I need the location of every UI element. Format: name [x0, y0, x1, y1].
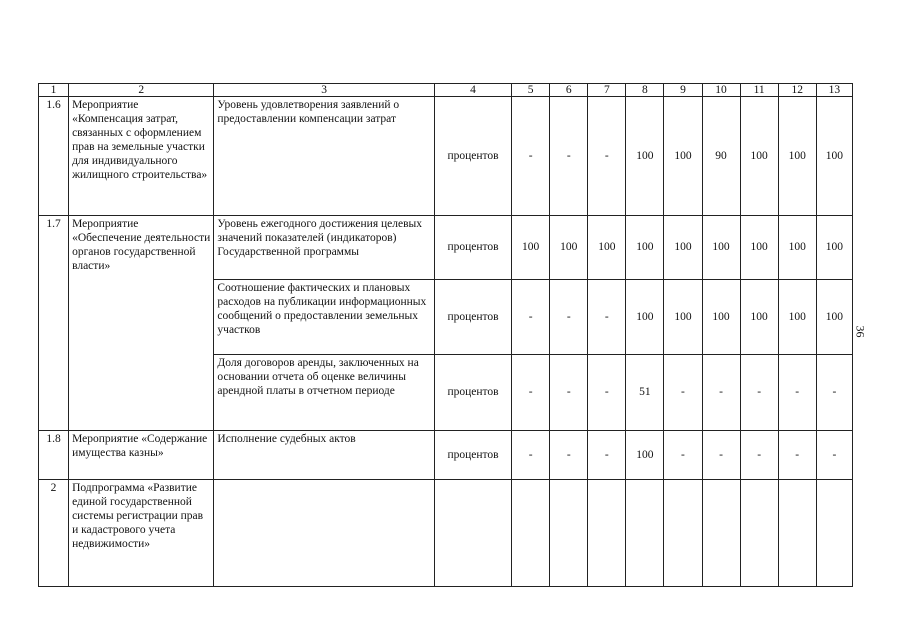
value-cell: 100 [626, 431, 664, 480]
event-name: Подпрограмма «Развитие единой государственной системы регистрации прав и кадастрового учета недвижимости» [69, 480, 214, 587]
value-cell: 100 [778, 215, 816, 279]
unit-cell [434, 480, 511, 587]
value-cell: 100 [550, 215, 588, 279]
value-cell: 100 [588, 215, 626, 279]
value-cell: 100 [778, 97, 816, 216]
header-row [39, 84, 853, 97]
table-row [39, 215, 853, 279]
value-cell: - [778, 354, 816, 430]
value-cell: - [588, 431, 626, 480]
indicator-name: Уровень ежегодного достижения целевых значений показателей (индикаторов) Государственной программы [214, 215, 435, 279]
value-cell [626, 480, 664, 587]
value-cell: - [550, 354, 588, 430]
value-cell [588, 480, 626, 587]
row-number: 2 [39, 480, 69, 587]
table-row [39, 480, 853, 587]
value-cell: - [550, 97, 588, 216]
event-name: Мероприятие «Компенсация затрат, связанных с оформлением прав на земельные участки для индивидуального жилищного строительства» [69, 97, 214, 216]
value-cell: - [588, 354, 626, 430]
value-cell: - [512, 354, 550, 430]
value-cell: 100 [816, 215, 852, 279]
indicator-name: Исполнение судебных актов [214, 431, 435, 480]
column-header: 7 [588, 84, 626, 97]
value-cell: 100 [512, 215, 550, 279]
indicator-name: Уровень удовлетворения заявлений о предоставлении компенсации затрат [214, 97, 435, 216]
column-header: 2 [69, 84, 214, 97]
page-number: 36 [853, 325, 868, 338]
column-header: 6 [550, 84, 588, 97]
value-cell [512, 480, 550, 587]
column-header: 11 [740, 84, 778, 97]
indicator-name: Соотношение фактических и плановых расходов на публикации информационных сообщений о предоставлении земельных участков [214, 280, 435, 354]
value-cell: - [512, 431, 550, 480]
column-header: 12 [778, 84, 816, 97]
unit-cell: процентов [434, 97, 511, 216]
value-cell: - [702, 431, 740, 480]
row-number: 1.7 [39, 215, 69, 430]
value-cell: 100 [664, 97, 702, 216]
value-cell: 100 [816, 97, 852, 216]
value-cell [816, 480, 852, 587]
column-header: 4 [434, 84, 511, 97]
value-cell: 100 [816, 280, 852, 354]
column-header: 3 [214, 84, 435, 97]
value-cell: 100 [664, 280, 702, 354]
row-number: 1.8 [39, 431, 69, 480]
event-name: Мероприятие «Обеспечение деятельности органов государственной власти» [69, 215, 214, 430]
value-cell: - [664, 431, 702, 480]
value-cell: - [816, 431, 852, 480]
event-name: Мероприятие «Содержание имущества казны» [69, 431, 214, 480]
value-cell: - [740, 354, 778, 430]
value-cell: 100 [740, 280, 778, 354]
value-cell: - [740, 431, 778, 480]
column-header: 13 [816, 84, 852, 97]
value-cell: - [664, 354, 702, 430]
value-cell [702, 480, 740, 587]
value-cell: 100 [626, 97, 664, 216]
unit-cell: процентов [434, 215, 511, 279]
value-cell: 100 [740, 97, 778, 216]
value-cell [550, 480, 588, 587]
value-cell: - [702, 354, 740, 430]
value-cell: 100 [626, 280, 664, 354]
unit-cell: процентов [434, 354, 511, 430]
value-cell: 100 [626, 215, 664, 279]
value-cell: 100 [664, 215, 702, 279]
value-cell: 100 [702, 215, 740, 279]
value-cell: - [588, 280, 626, 354]
column-header: 1 [39, 84, 69, 97]
value-cell: - [550, 431, 588, 480]
column-header: 10 [702, 84, 740, 97]
value-cell [664, 480, 702, 587]
column-header: 9 [664, 84, 702, 97]
indicators-table [38, 83, 853, 587]
value-cell: 100 [778, 280, 816, 354]
value-cell: 100 [702, 280, 740, 354]
value-cell: - [512, 280, 550, 354]
value-cell: - [550, 280, 588, 354]
value-cell: 51 [626, 354, 664, 430]
unit-cell: процентов [434, 431, 511, 480]
row-number: 1.6 [39, 97, 69, 216]
value-cell [740, 480, 778, 587]
column-header: 8 [626, 84, 664, 97]
table-row [39, 431, 853, 480]
value-cell: 100 [740, 215, 778, 279]
value-cell: 90 [702, 97, 740, 216]
table-row [39, 97, 853, 216]
indicator-name [214, 480, 435, 587]
unit-cell: процентов [434, 280, 511, 354]
value-cell: - [512, 97, 550, 216]
value-cell: - [588, 97, 626, 216]
indicator-name: Доля договоров аренды, заключенных на основании отчета об оценке величины арендной платы в отчетном периоде [214, 354, 435, 430]
value-cell: - [816, 354, 852, 430]
value-cell [778, 480, 816, 587]
value-cell: - [778, 431, 816, 480]
column-header: 5 [512, 84, 550, 97]
